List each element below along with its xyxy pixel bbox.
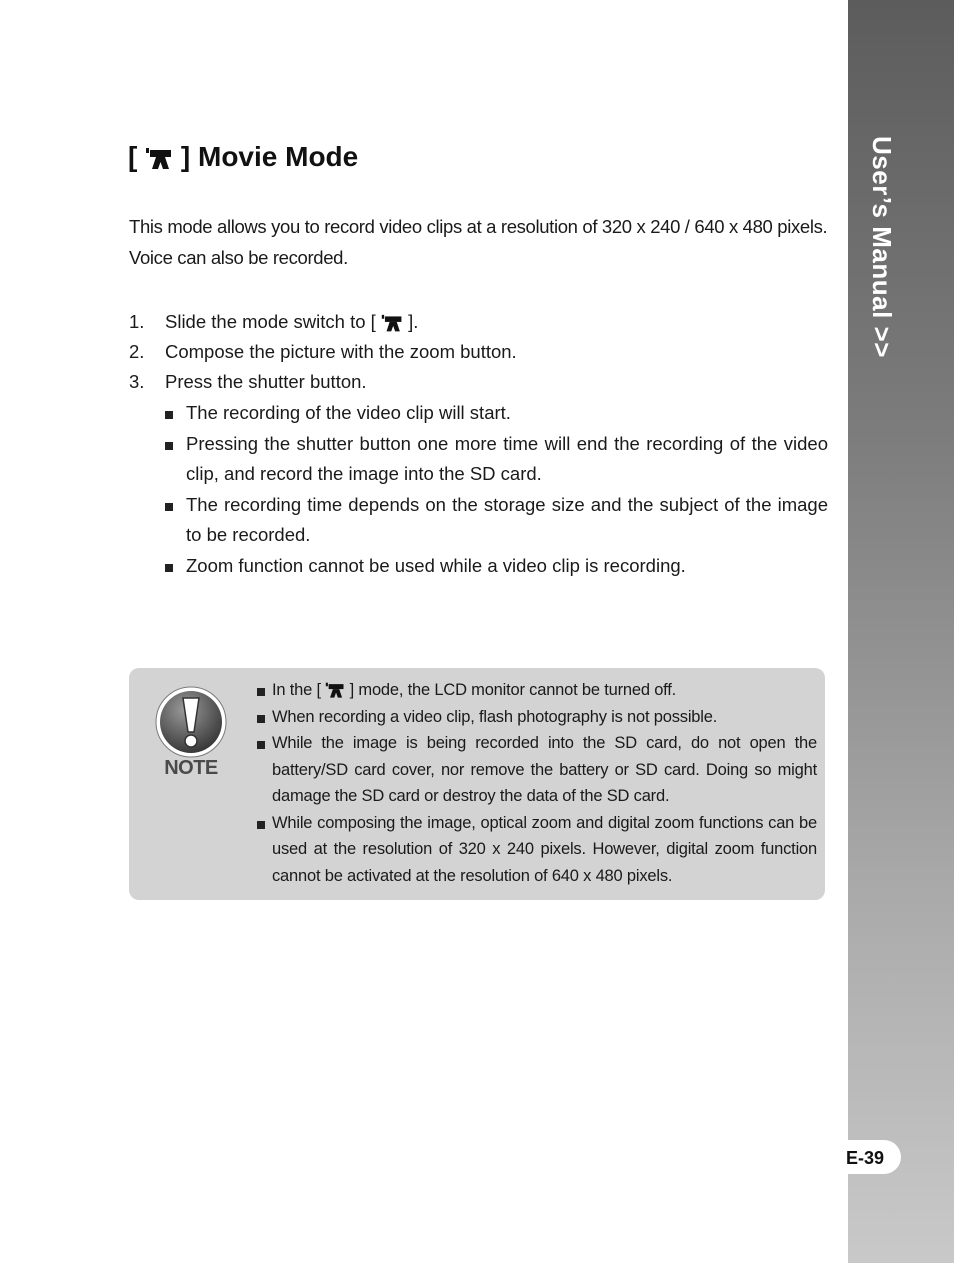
note-item [255, 677, 817, 704]
note-text-before: In the [ [272, 681, 321, 699]
note-item [255, 704, 817, 731]
bullet-marker [164, 551, 186, 582]
bullet-marker [164, 490, 186, 551]
note-text: While composing the image, optical zoom and digital zoom functions can be used at the resolution of 320 x 240 pixels. However, digital zoom function cannot be activated at the resolution of 640 x 480 pixels. [272, 813, 817, 885]
note-text [272, 677, 817, 704]
movie-camera-icon [325, 682, 345, 699]
step-item [129, 307, 829, 337]
note-item [255, 730, 817, 810]
intro-paragraph: This mode allows you to record video clips at a resolution of 320 x 240 / 640 x 480 pixels. Voice can also be recorded. [129, 216, 828, 268]
note-box [129, 668, 825, 900]
title-text: ] Movie Mode [180, 141, 359, 172]
page-title [128, 139, 358, 175]
step-number: 1. [129, 311, 145, 332]
bullet-marker [164, 398, 186, 429]
bullet-item [164, 551, 828, 582]
exclamation-icon [155, 686, 227, 758]
sidebar-title: User’s Manual >> [867, 136, 897, 358]
step-number: 2. [129, 341, 145, 362]
bullet-marker [164, 429, 186, 490]
note-bullet-marker [255, 677, 272, 704]
note-bullet-marker [255, 704, 272, 731]
note-bullet-marker [255, 810, 272, 890]
step-text: Press the shutter button. [165, 371, 367, 392]
bullet-text: The recording time depends on the storage size and the subject of the image to be recorded. [186, 493, 828, 545]
page-number: E-39 [839, 1140, 901, 1174]
title-open-bracket: [ [128, 141, 138, 172]
step-number: 3. [129, 371, 145, 392]
movie-camera-icon [145, 147, 173, 171]
bullet-text: The recording of the video clip will start. [186, 402, 511, 423]
note-label: NOTE [164, 757, 218, 779]
bullet-item [164, 398, 828, 429]
bullet-item [164, 490, 828, 551]
bullet-list [164, 398, 828, 581]
bullet-text: Pressing the shutter button one more time will end the recording of the video clip, and record the image into the SD card. [186, 432, 828, 484]
bullet-item [164, 429, 828, 490]
note-list [255, 677, 817, 889]
note-text-after: ] mode, the LCD monitor cannot be turned off. [349, 681, 677, 699]
step-text [165, 307, 418, 337]
note-text: When recording a video clip, flash photography is not possible. [272, 707, 718, 726]
step-text: Compose the picture with the zoom button. [165, 341, 517, 362]
note-item [255, 810, 817, 890]
step-item [129, 337, 829, 367]
step-text-before: Slide the mode switch to [ [165, 311, 376, 332]
steps-list [129, 307, 829, 397]
bullet-text: Zoom function cannot be used while a video clip is recording. [186, 554, 686, 576]
step-item [129, 367, 829, 397]
note-bullet-marker [255, 730, 272, 810]
note-text: While the image is being recorded into the SD card, do not open the battery/SD card cover, nor remove the battery or SD card. Doing so might damage the SD card or destroy the data of the SD card. [272, 734, 817, 805]
step-text-after: ]. [408, 311, 419, 332]
movie-camera-icon [381, 314, 403, 333]
